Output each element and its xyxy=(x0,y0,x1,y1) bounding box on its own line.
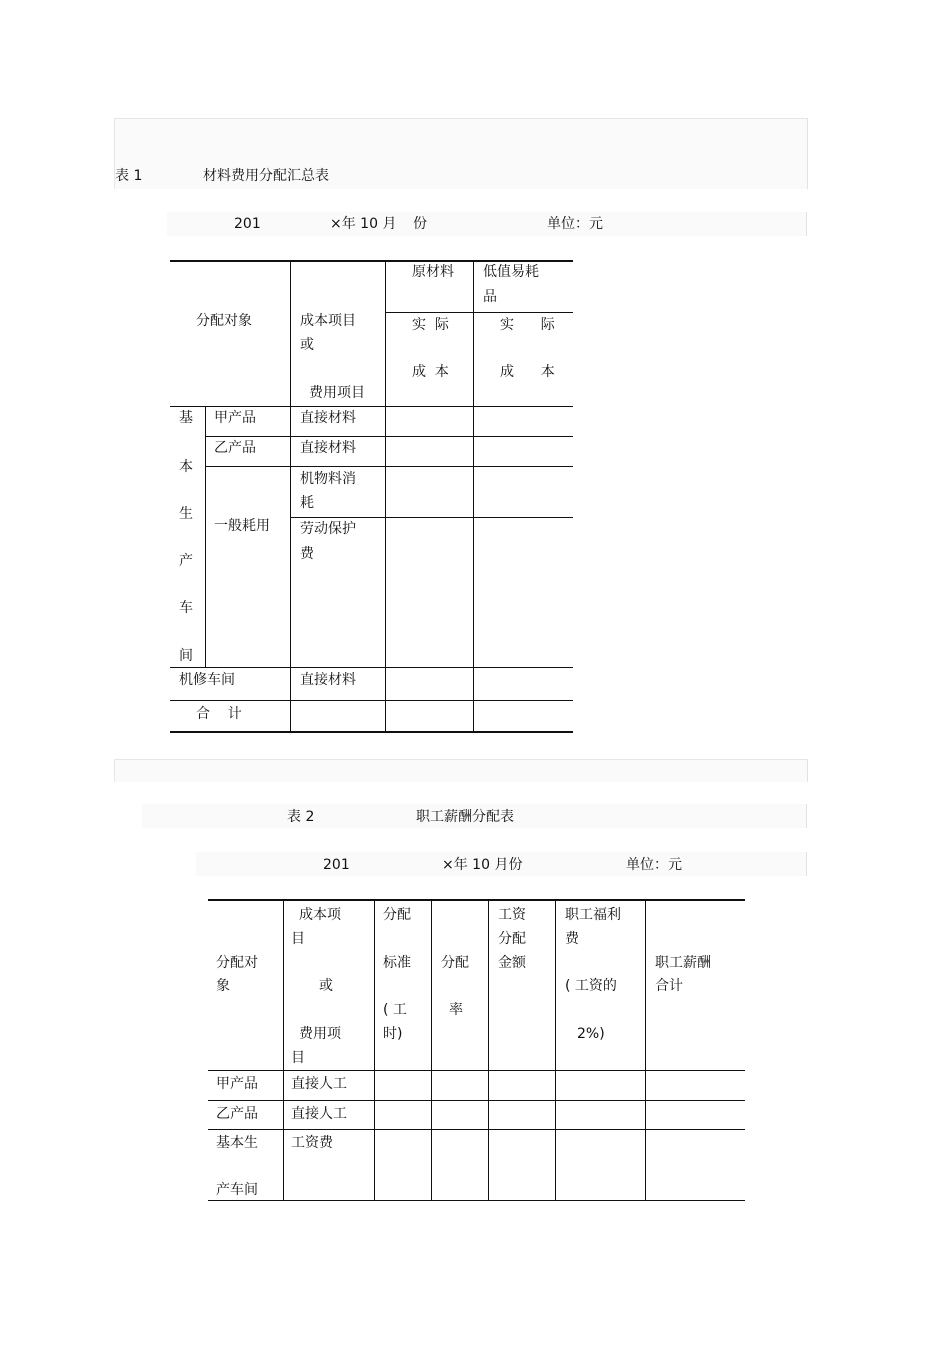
table1-row-line xyxy=(205,436,573,437)
table2-header-standard: 分配 xyxy=(383,907,411,923)
table2-col-line xyxy=(283,900,284,1201)
table2-period-month: ×年 10 月份 xyxy=(442,857,523,873)
table2-row-target: 甲产品 xyxy=(216,1076,258,1092)
table2-header-welfare: 职工福利 xyxy=(565,907,621,923)
table1-header-cost-item: 或 xyxy=(300,337,314,353)
table2-header-standard: 标准 xyxy=(383,955,411,971)
table1-workshop-char: 间 xyxy=(179,648,193,664)
table2-col-line xyxy=(431,900,432,1201)
table1-col-line xyxy=(290,261,291,732)
separator-band xyxy=(114,759,808,782)
table1-row-item: 直接材料 xyxy=(300,410,356,426)
table2-row-item: 直接人工 xyxy=(291,1106,347,1122)
table1-workshop-char: 基 xyxy=(179,410,193,426)
table1-period-band xyxy=(167,212,807,236)
table2-number: 表 2 xyxy=(287,809,315,825)
table2-header-welfare: 2%) xyxy=(577,1026,605,1042)
table1-row-product: 甲产品 xyxy=(214,410,256,426)
table2-row-target: 基本生 xyxy=(216,1135,258,1151)
table1-row-product: 机修车间 xyxy=(179,672,235,688)
table1-header-cost-item: 成本项目 xyxy=(300,313,356,329)
table1-header-low-value: 品 xyxy=(483,289,497,305)
table1-period-suffix: 份 xyxy=(413,216,427,232)
table2-col-line xyxy=(645,900,646,1201)
table1-header-raw-material: 原材料 xyxy=(412,264,454,280)
table2-row-target: 产车间 xyxy=(216,1182,258,1198)
table1-header-low-value: 低值易耗 xyxy=(483,264,539,280)
table2-col-line xyxy=(488,900,489,1201)
table2-header-rate: 率 xyxy=(449,1002,463,1018)
table1-col-line xyxy=(205,406,206,668)
table1-row-line xyxy=(205,466,573,467)
table2-header-total: 合计 xyxy=(655,978,683,994)
table1-title: 材料费用分配汇总表 xyxy=(203,168,329,184)
table2-header-cost-item: 目 xyxy=(291,931,305,947)
table2-header-cost-item: 成本项 xyxy=(299,907,341,923)
table2-title: 职工薪酬分配表 xyxy=(416,809,514,825)
table2-header-wage: 分配 xyxy=(498,931,526,947)
table1-total-label: 合 计 xyxy=(196,706,242,722)
table2-header-total: 职工薪酬 xyxy=(655,955,711,971)
table2-header-cost-item: 或 xyxy=(319,978,333,994)
table2-row-item: 直接人工 xyxy=(291,1076,347,1092)
table1-workshop-char: 产 xyxy=(179,553,193,569)
table1-row-item: 直接材料 xyxy=(300,440,356,456)
table1-unit: 单位：元 xyxy=(547,216,603,232)
table1-col-line xyxy=(473,261,474,732)
table1-workshop-char: 车 xyxy=(179,600,193,616)
table1-workshop-char: 生 xyxy=(179,506,193,522)
table1-row-item: 劳动保护 xyxy=(300,521,356,537)
table1-row-line xyxy=(170,700,573,701)
table2-top-border xyxy=(208,899,745,901)
table2-header-welfare: ( 工资的 xyxy=(565,978,617,994)
table1-row-item: 费 xyxy=(300,546,314,562)
table1-period-month: ×年 10 月 xyxy=(330,216,397,232)
table1-bottom-border xyxy=(170,731,573,733)
table1-header-cost: 成 本 xyxy=(412,364,449,380)
table1-header-actual: 实 际 xyxy=(412,317,449,333)
table2-header-wage: 金额 xyxy=(498,955,526,971)
table2-unit: 单位：元 xyxy=(626,857,682,873)
table1-header-actual: 实 际 xyxy=(500,317,555,333)
table2-header-cost-item: 目 xyxy=(291,1050,305,1066)
table1-period-year: 201 xyxy=(234,216,261,232)
table1-number: 表 1 xyxy=(115,168,143,184)
table1-row-product: 一般耗用 xyxy=(214,518,270,534)
table1-row-product: 乙产品 xyxy=(214,440,256,456)
table2-header-standard: ( 工 xyxy=(383,1002,407,1018)
table1-header-cost-item: 费用项目 xyxy=(309,385,365,401)
table2-header-target: 象 xyxy=(216,978,230,994)
table1-row-item: 耗 xyxy=(300,495,314,511)
table1-col-line xyxy=(385,261,386,732)
table1-row-item: 机物料消 xyxy=(300,471,356,487)
table2-row-line xyxy=(208,1100,745,1101)
table2-col-line xyxy=(374,900,375,1201)
table2-header-bottom-line xyxy=(208,1070,745,1071)
table2-row-item: 工资费 xyxy=(291,1135,333,1151)
table2-bottom-border xyxy=(208,1200,745,1201)
table2-header-welfare: 费 xyxy=(565,931,579,947)
table2-col-line xyxy=(555,900,556,1201)
table2-row-line xyxy=(208,1129,745,1130)
table2-row-target: 乙产品 xyxy=(216,1106,258,1122)
table2-header-cost-item: 费用项 xyxy=(299,1026,341,1042)
table2-header-rate: 分配 xyxy=(441,955,469,971)
table1-row-item: 直接材料 xyxy=(300,672,356,688)
table1-header-target: 分配对象 xyxy=(196,313,252,329)
table2-period-year: 201 xyxy=(323,857,350,873)
table1-header-cost: 成 本 xyxy=(500,364,555,380)
table2-header-wage: 工资 xyxy=(498,907,526,923)
table2-header-standard: 时) xyxy=(383,1026,403,1042)
table2-header-target: 分配对 xyxy=(216,955,258,971)
table1-workshop-char: 本 xyxy=(179,459,193,475)
